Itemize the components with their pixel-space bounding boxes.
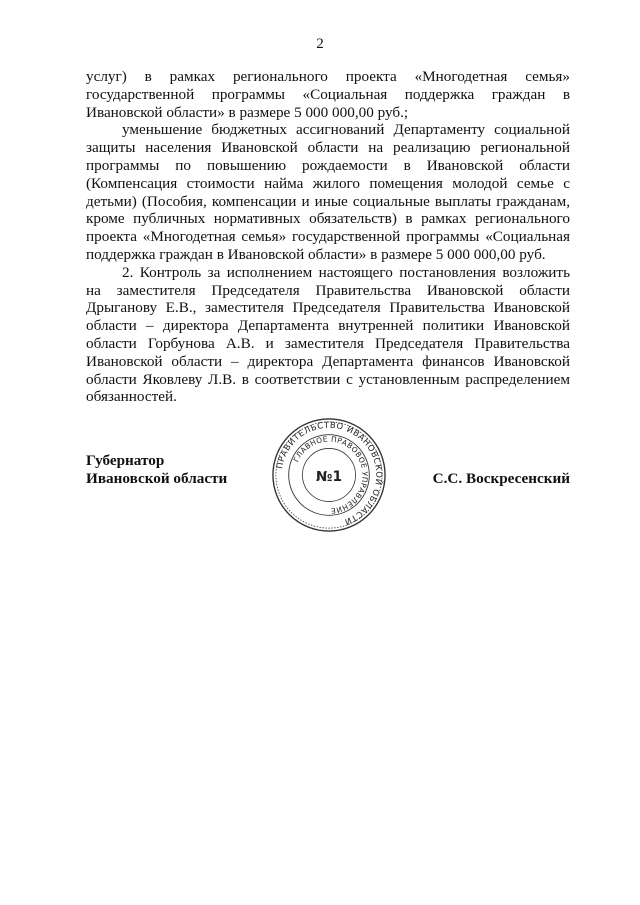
signatory-title-line2: Ивановской области <box>86 470 228 487</box>
page-number: 2 <box>316 36 324 52</box>
signatory-name: С.С. Воскресенский <box>432 470 570 487</box>
stamp-graphic <box>270 416 388 534</box>
signatory-title <box>86 452 227 488</box>
official-stamp <box>270 416 388 534</box>
stamp-ring-text: ПРАВИТЕЛЬСТВО ИВАНОВСКОЙ ОБЛАСТИ <box>274 419 385 528</box>
signatory-title-line1: Губернатор <box>86 452 165 469</box>
document-body <box>86 68 570 406</box>
paragraph-1: услуг) в рамках регионального проекта «Многодетная семья» государственной программы «Социальная поддержка граждан в Ивановской области» в размере 5 000 000,00 руб.; <box>86 68 570 121</box>
stamp-inner-text: ГЛАВНОЕ ПРАВОВОЕ УПРАВЛЕНИЕ <box>291 434 370 516</box>
paragraph-2: уменьшение бюджетных ассигнований Департаменту социальной защиты населения Ивановской области на реализацию региональной программы по повышению рождаемости в Ивановской области (Компенсация стоимости найма жилого помещения молодой семье с детьми) (Пособия, компенсации и иные социальные выплаты гражданам, кроме публичных нормативных обязательств) в рамках регионального проекта «Многодетная семья» государственной программы «Социальная поддержка граждан в Ивановской области» в размере 5 000 000,00 руб. <box>86 121 570 263</box>
paragraph-3: 2. Контроль за исполнением настоящего постановления возложить на заместителя Председателя Правительства Ивановской области Дрыганову Е.В., заместителя Председателя Правительства Ивановской области – директора Департамента внутренней политики Ивановской области Горбунова А.В. и заместителя Председателя Правительства Ивановской области – директора Департамента финансов Ивановской области Яковлеву Л.В. в соответствии с установленным распределением обязанностей. <box>86 263 570 406</box>
stamp-number: №1 <box>315 468 343 485</box>
